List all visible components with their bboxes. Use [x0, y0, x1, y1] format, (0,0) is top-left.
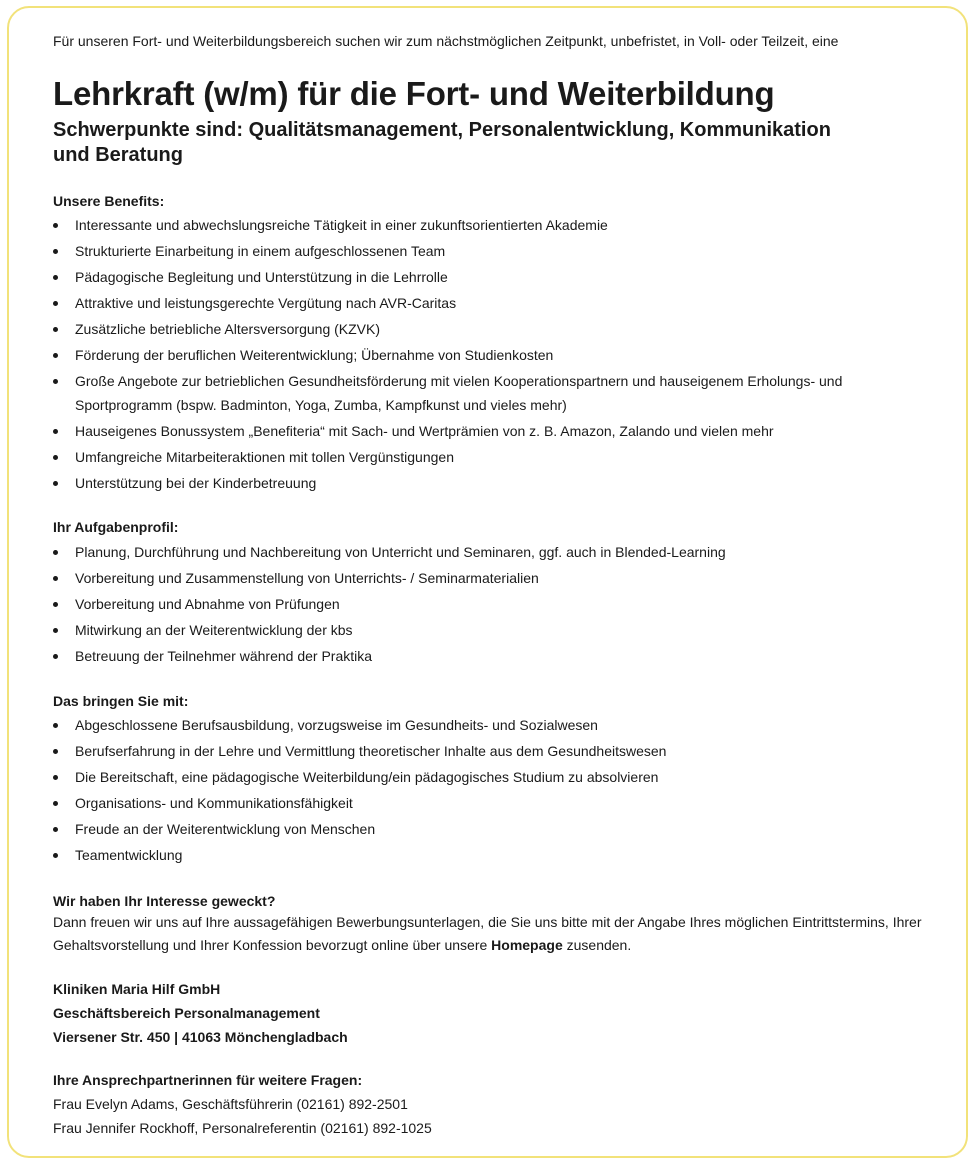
interest-heading: Wir haben Ihr Interesse geweckt? [53, 893, 276, 909]
bullet-icon [53, 654, 58, 659]
job-subtitle: Schwerpunkte sind: Qualitätsmanagement, Personalentwicklung, Kommunikation und Beratung [53, 119, 831, 166]
bullet-icon [53, 775, 58, 780]
list-item-text: Interessante und abwechslungsreiche Tätigkeit in einer zukunftsorientierten Akademie [75, 217, 608, 233]
list-item [53, 445, 933, 469]
list-item [53, 592, 933, 616]
bullet-icon [53, 602, 58, 607]
benefits-list [53, 213, 933, 497]
list-item-text: Attraktive und leistungsgerechte Vergütung nach AVR-Caritas [75, 295, 457, 311]
bullet-icon [53, 429, 58, 434]
requirements-list [53, 713, 933, 869]
contacts-heading: Ihre Ansprechpartnerinnen für weitere Fragen: [53, 1072, 363, 1088]
bullet-icon [53, 550, 58, 555]
list-item [53, 317, 933, 341]
bullet-icon [53, 275, 58, 280]
list-item-text: Planung, Durchführung und Nachbereitung von Unterricht und Seminaren, ggf. auch in Blended-Learning [75, 544, 726, 560]
list-item [53, 566, 933, 590]
bullet-icon [53, 249, 58, 254]
contacts-block [53, 1068, 432, 1140]
list-item [53, 239, 933, 263]
list-item [53, 618, 933, 642]
list-item [53, 419, 933, 443]
list-item-text: Umfangreiche Mitarbeiteraktionen mit tollen Vergünstigungen [75, 449, 454, 465]
contact-person: Frau Jennifer Rockhoff, Personalreferentin (02161) 892-1025 [53, 1120, 432, 1136]
bullet-icon [53, 827, 58, 832]
list-item [53, 817, 933, 841]
list-item-text: Unterstützung bei der Kinderbetreuung [75, 475, 317, 491]
contact-person: Frau Evelyn Adams, Geschäftsführerin (02161) 892-2501 [53, 1096, 408, 1112]
list-item-text: Berufserfahrung in der Lehre und Vermittlung theoretischer Inhalte aus dem Gesundheitswesen [75, 743, 667, 759]
list-item-text: Vorbereitung und Zusammenstellung von Unterrichts- / Seminarmaterialien [75, 570, 539, 586]
list-item-text: Förderung der beruflichen Weiterentwicklung; Übernahme von Studienkosten [75, 347, 554, 363]
bullet-icon [53, 455, 58, 460]
interest-text [53, 911, 933, 957]
bullet-icon [53, 327, 58, 332]
list-item [53, 471, 933, 495]
job-title: Lehrkraft (w/m) für die Fort- und Weiterbildung [53, 75, 775, 112]
list-item [53, 343, 933, 367]
list-item [53, 265, 933, 289]
list-item-text: Zusätzliche betriebliche Altersversorgung (KZVK) [75, 321, 381, 337]
company-block [53, 977, 348, 1049]
benefits-heading: Unsere Benefits: [53, 193, 165, 209]
list-item [53, 713, 933, 737]
bullet-icon [53, 749, 58, 754]
bullet-icon [53, 628, 58, 633]
list-item [53, 739, 933, 763]
requirements-heading: Das bringen Sie mit: [53, 693, 189, 709]
list-item-text: Hauseigenes Bonussystem „Benefiteria“ mit Sach- und Wertprämien von z. B. Amazon, Zalando und vielen mehr [75, 423, 774, 439]
list-item-text: Pädagogische Begleitung und Unterstützung in die Lehrrolle [75, 269, 448, 285]
list-item-text: Die Bereitschaft, eine pädagogische Weiterbildung/ein pädagogisches Studium zu absolvieren [75, 769, 659, 785]
list-item [53, 291, 933, 315]
list-item [53, 765, 933, 789]
list-item-text: Freude an der Weiterentwicklung von Menschen [75, 821, 376, 837]
list-item-text: Vorbereitung und Abnahme von Prüfungen [75, 596, 340, 612]
company-department: Geschäftsbereich Personalmanagement [53, 1005, 320, 1021]
bullet-icon [53, 353, 58, 358]
list-item [53, 540, 933, 564]
list-item-text: Abgeschlossene Berufsausbildung, vorzugsweise im Gesundheits- und Sozialwesen [75, 717, 598, 733]
list-item [53, 369, 933, 417]
list-item-text: Betreuung der Teilnehmer während der Praktika [75, 648, 373, 664]
company-name: Kliniken Maria Hilf GmbH [53, 981, 221, 997]
bullet-icon [53, 223, 58, 228]
list-item [53, 644, 933, 668]
list-item-text: Große Angebote zur betrieblichen Gesundheitsförderung mit vielen Kooperationspartnern und hauseigenem Erholungs- und Sportprogramm (bspw. Badminton, Yoga, Zumba, Kampfkunst und vieles mehr) [75, 373, 843, 413]
bullet-icon [53, 801, 58, 806]
interest-text-after: zusenden. [562, 937, 632, 953]
tasks-list [53, 540, 933, 670]
tasks-heading: Ihr Aufgabenprofil: [53, 519, 179, 535]
bullet-icon [53, 576, 58, 581]
list-item-text: Teamentwicklung [75, 847, 183, 863]
list-item [53, 843, 933, 867]
bullet-icon [53, 481, 58, 486]
intro-text: Für unseren Fort- und Weiterbildungsbereich suchen wir zum nächstmöglichen Zeitpunkt, unbefristet, in Voll- oder Teilzeit, eine [53, 33, 839, 49]
list-item-text: Organisations- und Kommunikationsfähigkeit [75, 795, 353, 811]
bullet-icon [53, 723, 58, 728]
list-item [53, 213, 933, 237]
company-address: Viersener Str. 450 | 41063 Mönchengladbach [53, 1029, 348, 1045]
bullet-icon [53, 301, 58, 306]
bullet-icon [53, 379, 58, 384]
homepage-link[interactable]: Homepage [491, 937, 563, 953]
list-item-text: Mitwirkung an der Weiterentwicklung der kbs [75, 622, 353, 638]
bullet-icon [53, 853, 58, 858]
list-item-text: Strukturierte Einarbeitung in einem aufgeschlossenen Team [75, 243, 446, 259]
interest-text-before: Dann freuen wir uns auf Ihre aussagefähigen Bewerbungsunterlagen, die Sie uns bitte mit der Angabe Ihres möglichen Eintrittstermins, Ihrer Gehaltsvorstellung und Ihrer Konfession bevorzugt online über unsere [53, 914, 922, 953]
list-item [53, 791, 933, 815]
